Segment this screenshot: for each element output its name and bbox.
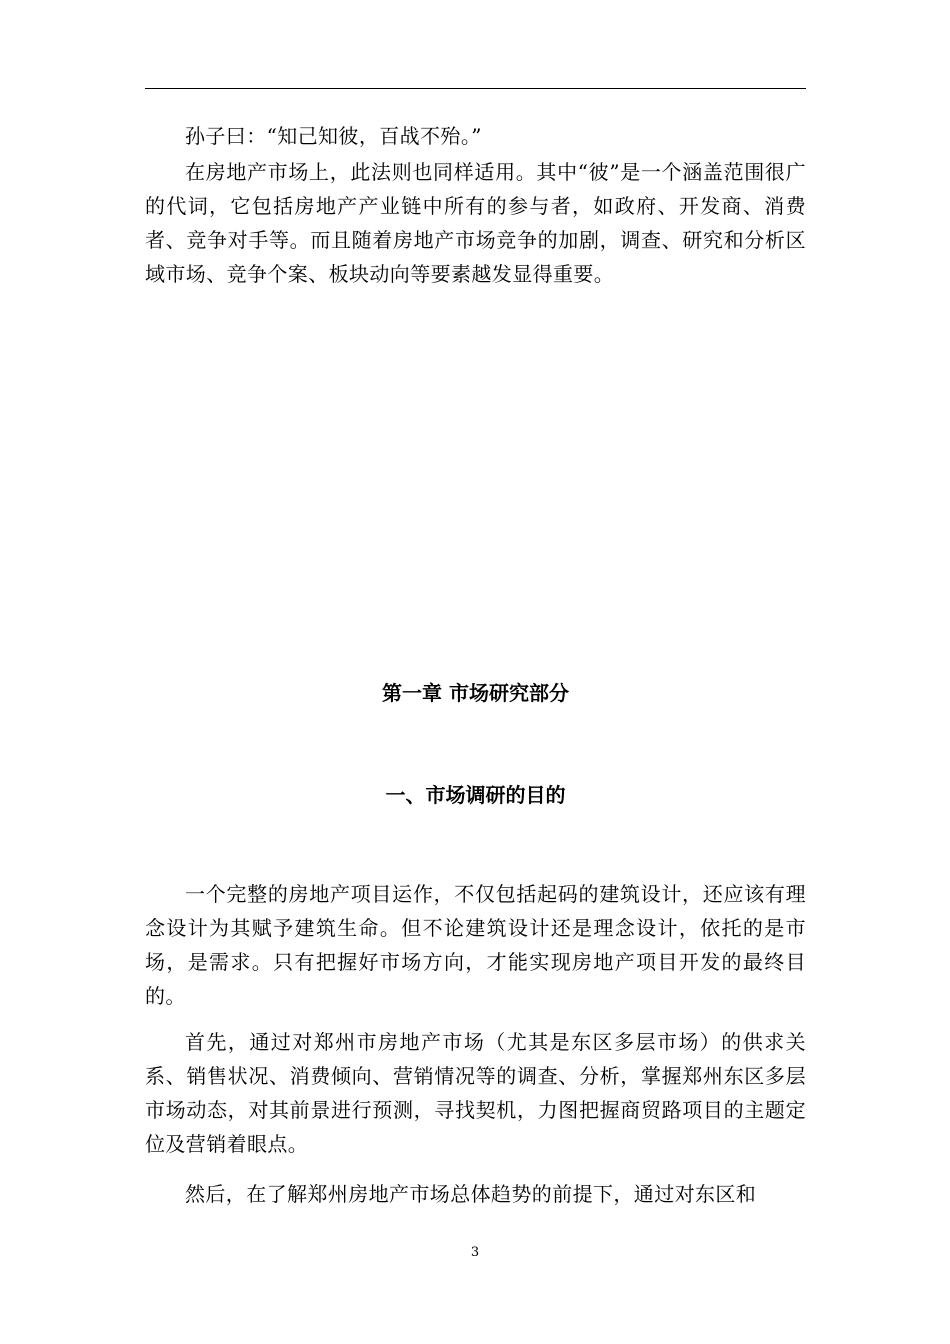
page-number: 3 — [470, 1245, 480, 1260]
intro-paragraph: 在房地产市场上，此法则也同样适用。其中“彼”是一个涵盖范围很广的代词，它包括房地产产业链中所有的参与者，如政府、开发商、消费者、竞争对手等。而且随着房地产市场竞争的加剧，调查、研究和分析区域市场、竞争个案、板块动向等要素越发显得重要。 — [145, 160, 806, 286]
section-title: 一、市场调研的目的 — [385, 783, 566, 807]
header-rule — [145, 88, 806, 89]
intro-quote: 孙子曰：“知己知彼，百战不殆。” — [185, 124, 482, 148]
section-paragraph-3: 然后，在了解郑州房地产市场总体趋势的前提下，通过对东区和 — [185, 1182, 757, 1206]
chapter-title: 第一章 市场研究部分 — [382, 681, 569, 705]
section-paragraph-1: 一个完整的房地产项目运作，不仅包括起码的建筑设计，还应该有理念设计为其赋予建筑生命。但不论建筑设计还是理念设计，依托的是市场，是需求。只有把握好市场方向，才能实现房地产项目开发的最终目的。 — [145, 882, 806, 1008]
section-paragraph-2: 首先，通过对郑州市房地产市场（尤其是东区多层市场）的供求关系、销售状况、消费倾向、营销情况等的调查、分析，掌握郑州东区多层市场动态，对其前景进行预测，寻找契机，力图把握商贸路项目的主题定位及营销着眼点。 — [145, 1030, 806, 1156]
